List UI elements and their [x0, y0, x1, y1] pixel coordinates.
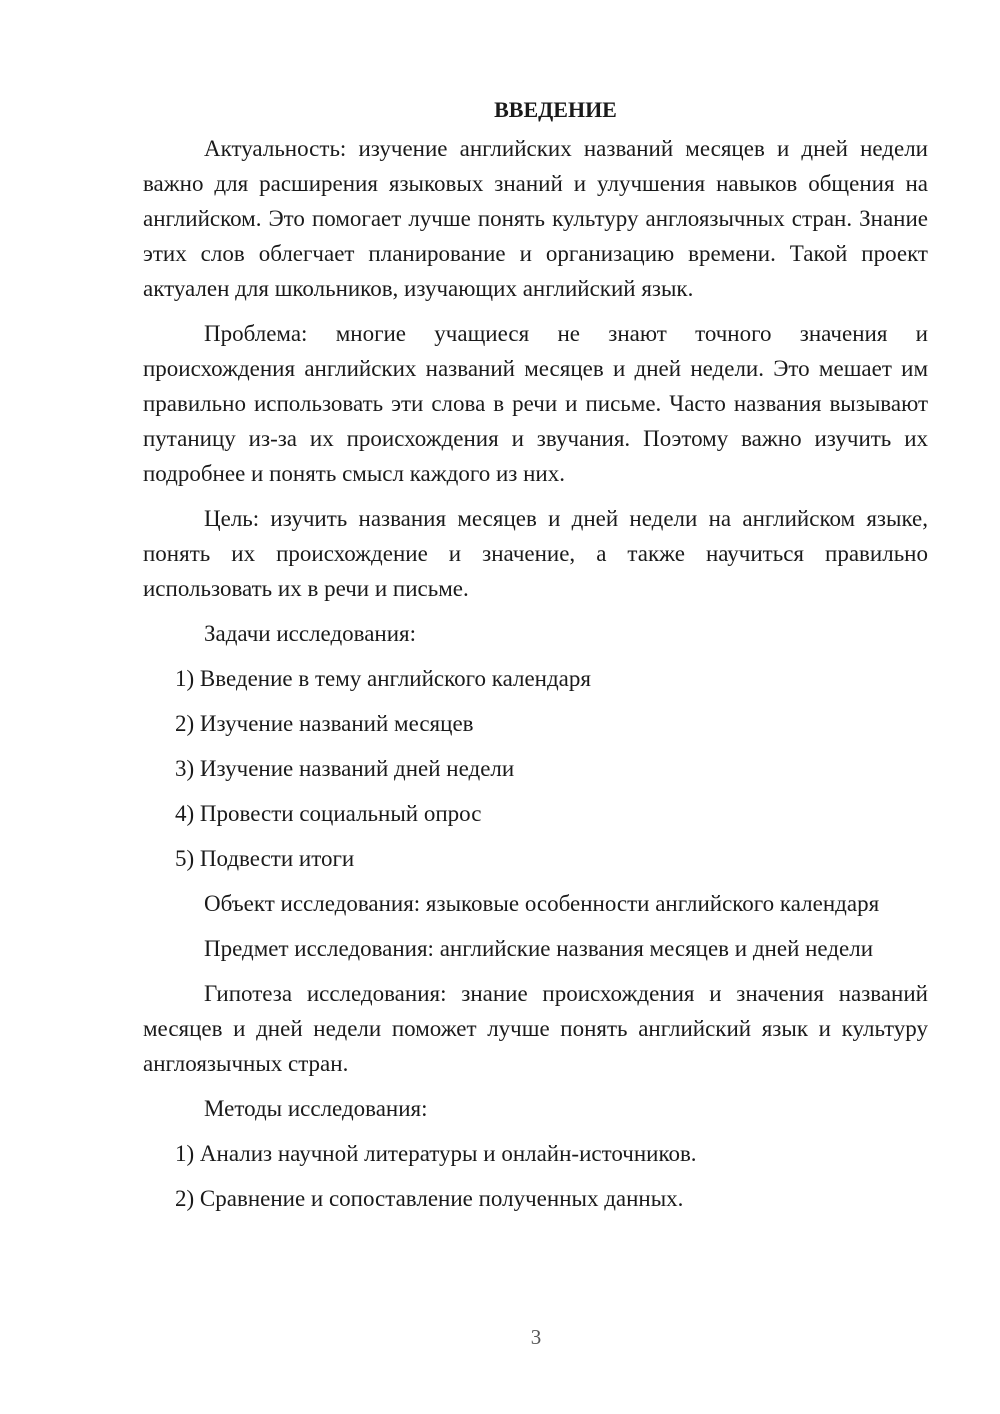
- list-item: 1) Анализ научной литературы и онлайн-источников.: [175, 1141, 697, 1166]
- object-paragraph: Объект исследования: языковые особенности английского календаря: [204, 891, 880, 916]
- list-item: 2) Сравнение и сопоставление полученных данных.: [175, 1186, 684, 1211]
- list-item: 4) Провести социальный опрос: [175, 801, 482, 826]
- list-item: 5) Подвести итоги: [175, 846, 355, 871]
- methods-list: [143, 1136, 928, 1216]
- list-item: 1) Введение в тему английского календаря: [175, 666, 591, 691]
- list-item: 2) Изучение названий месяцев: [175, 711, 474, 736]
- methods-heading: Методы исследования:: [204, 1096, 428, 1121]
- tasks-heading: Задачи исследования:: [204, 621, 417, 646]
- list-item: 3) Изучение названий дней недели: [175, 756, 515, 781]
- tasks-list: [143, 661, 928, 876]
- subject-paragraph: Предмет исследования: английские названия месяцев и дней недели: [204, 936, 874, 961]
- document-title: ВВЕДЕНИЕ: [494, 97, 617, 122]
- relevance-paragraph: Актуальность: изучение английских названий месяцев и дней недели важно для расширения языковых знаний и улучшения навыков общения на английском. Это помогает лучше понять культуру англоязычных стран. Знание этих слов облегчает планирование и организацию времени. Такой проект актуален для школьников, изучающих английский язык.: [143, 136, 928, 301]
- document-page: [143, 92, 928, 1226]
- hypothesis-paragraph: Гипотеза исследования: знание происхождения и значения названий месяцев и дней недели поможет лучше понять английский язык и культуру англоязычных стран.: [143, 981, 928, 1076]
- page-number: 3: [530, 1325, 542, 1349]
- problem-paragraph: Проблема: многие учащиеся не знают точного значения и происхождения английских названий месяцев и дней недели. Это мешает им правильно использовать эти слова в речи и письме. Часто названия вызывают путаницу из-за их происхождения и звучания. Поэтому важно изучить их подробнее и понять смысл каждого из них.: [143, 321, 928, 486]
- goal-paragraph: Цель: изучить названия месяцев и дней недели на английском языке, понять их происхождение и значение, а также научиться правильно использовать их в речи и письме.: [143, 506, 928, 601]
